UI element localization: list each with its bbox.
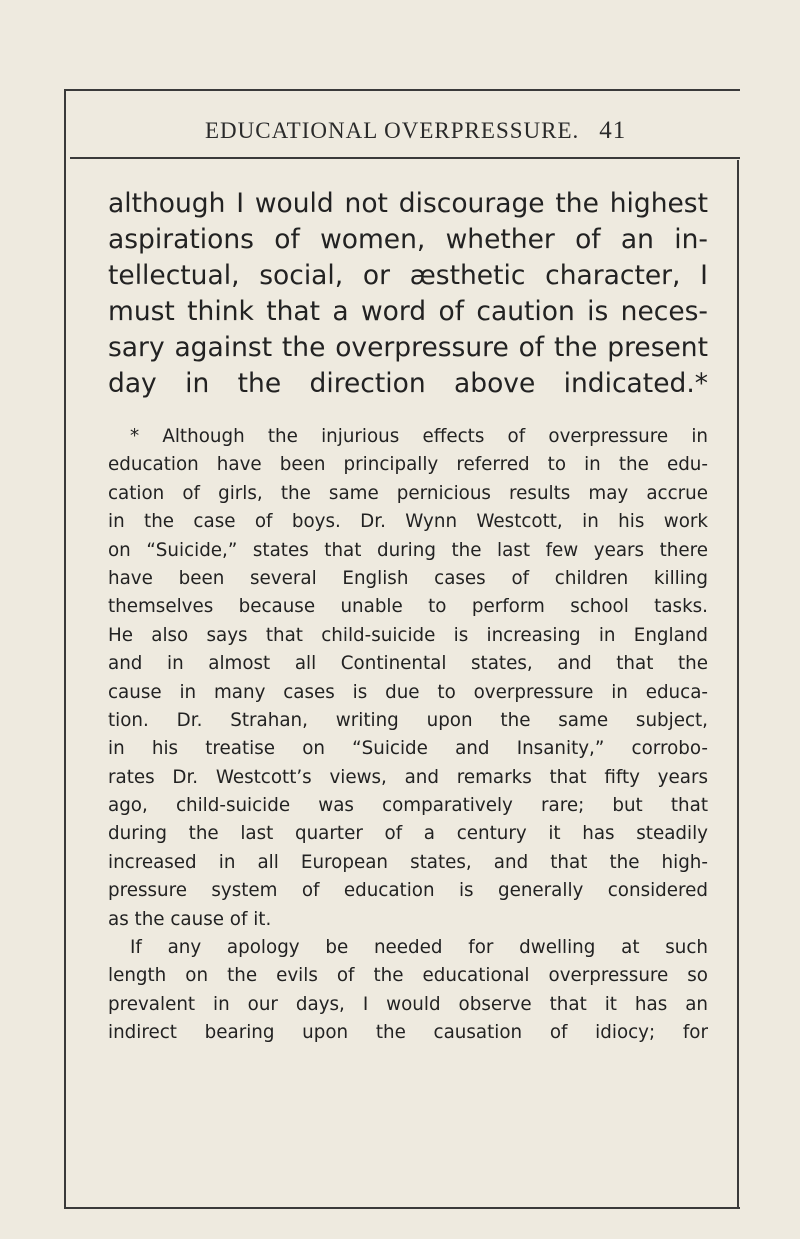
footnote-line: in his treatise on “Suicide and Insanity,” corrobo- (108, 738, 708, 760)
footnote-line: length on the evils of the educational overpressure so (108, 965, 708, 987)
footnote-line: in the case of boys. Dr. Wynn Westcott, in his work (108, 511, 708, 533)
main-text-line: sary against the overpressure of the present (108, 332, 708, 363)
footnote-line: tion. Dr. Strahan, writing upon the same subject, (108, 709, 708, 731)
main-text-line: day in the direction above indicated.* (108, 368, 708, 399)
footnote-line: rates Dr. Westcott’s views, and remarks that fifty years (108, 766, 708, 788)
footnote-line: ago, child-suicide was comparatively rare; but that (108, 795, 708, 817)
page-number: 41 (599, 117, 627, 144)
footnote-line: on “Suicide,” states that during the last few years there (108, 539, 708, 561)
footnote-line: and in almost all Continental states, and that the (108, 653, 708, 675)
header-bottom-rule (70, 157, 740, 159)
main-text-line: although I would not discourage the highest (108, 188, 708, 219)
footnote-line: during the last quarter of a century it has steadily (108, 823, 708, 845)
footnote (108, 423, 708, 1048)
footnote-line: as the cause of it. (108, 908, 272, 930)
running-title: EDUCATIONAL OVERPRESSURE. (205, 118, 580, 143)
footnote-line: cause in many cases is due to overpressure in educa- (108, 681, 708, 703)
running-header (205, 117, 705, 151)
footnote-line: increased in all European states, and that the high- (108, 851, 708, 873)
footnote-line: prevalent in our days, I would observe that it has an (108, 993, 708, 1015)
footnote-line: * Although the injurious effects of overpressure in (130, 426, 708, 447)
frame-bottom-rule (64, 1207, 740, 1209)
footnote-line: He also says that child-suicide is increasing in England (108, 624, 708, 646)
frame-top-rule (64, 89, 740, 91)
main-text-line: tellectual, social, or æsthetic character, I (108, 260, 708, 291)
footnote-line: indirect bearing upon the causation of idiocy; for (108, 1022, 708, 1044)
frame-right-rule (737, 160, 739, 1207)
footnote-line: have been several English cases of children killing (108, 567, 708, 589)
footnote-line: pressure system of education is generally considered (108, 880, 708, 902)
main-paragraph (108, 186, 708, 402)
footnote-line: education have been principally referred to in the edu- (108, 454, 708, 476)
footnote-line: themselves because unable to perform school tasks. (108, 596, 708, 618)
main-text-line: must think that a word of caution is neces- (108, 296, 708, 327)
frame-left-rule (64, 89, 66, 1209)
footnote-line: cation of girls, the same pernicious results may accrue (108, 482, 708, 504)
footnote-line: If any apology be needed for dwelling at such (130, 937, 708, 959)
main-text-line: aspirations of women, whether of an in- (108, 224, 708, 255)
